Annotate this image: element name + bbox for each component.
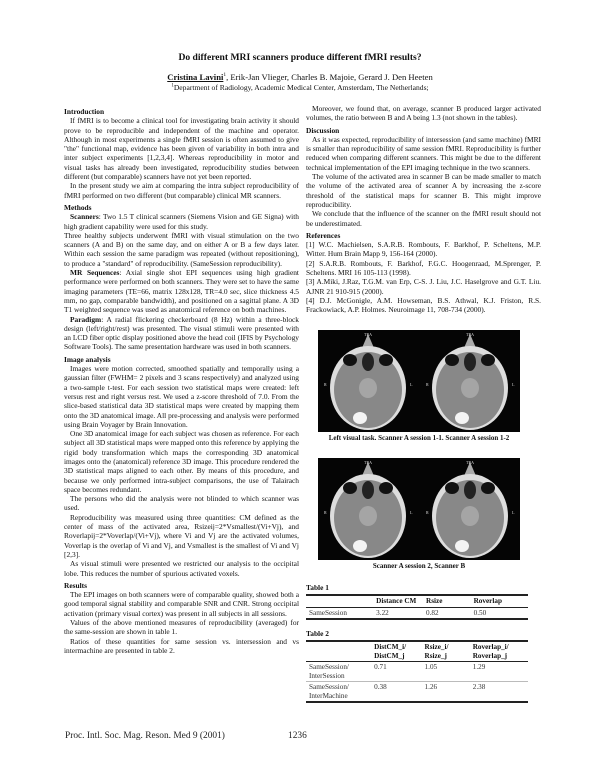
paragraph-text: The persons who did the analysis were not blinded to which scanner was used.	[64, 494, 299, 513]
column-header: Roverlap	[473, 597, 502, 605]
column-header: Roverlap_i/ Roverlap_j	[472, 643, 509, 660]
table-1	[306, 594, 528, 620]
activation-area	[455, 412, 469, 424]
affiliation	[0, 83, 600, 92]
author-list	[0, 72, 600, 82]
activation-area	[455, 540, 469, 552]
column-header: Rsize	[426, 597, 443, 605]
paragraph-text: As visual stimuli were presented we restricted our analysis to the occipital lobe. This reduces the number of spurious activated voxels.	[64, 559, 299, 578]
paragraph	[64, 315, 299, 352]
table-cell: 1.29	[472, 663, 486, 671]
paragraph-text: In the present study we aim at comparing the intra subject reproducibility of fMRI performed on two different (but comparable) clinical MR scanners.	[64, 181, 299, 200]
paragraph-text: [1] W.C. Machielsen, S.A.R.B. Rombouts, F. Barkhof, P. Scheltens, M.P. Witter. Hum Brain Mapp 9, 156-164 (2000).	[306, 240, 541, 259]
left-side-label: R	[324, 382, 327, 387]
co-authors: , Erik-Jan Vlieger, Charles B. Majoie, Gerard J. Den Heeten	[226, 72, 433, 82]
table-cell: 0.71	[374, 663, 387, 671]
orientation-label: TRA	[364, 460, 372, 465]
reference-item	[306, 296, 541, 315]
paragraph	[306, 172, 541, 209]
section-heading: Discussion	[306, 125, 340, 135]
paragraph-text: Three healthy subjects underwent fMRI with visual stimulation on the two scanners (A and B) on the same day, and on either A or B a few days later. Within each session the same paradigm was repeated (without repositioning), to produce a "standard" of reproducibility. (SameSession reproducibility).	[64, 230, 299, 268]
table-cell: 0.82	[426, 608, 439, 617]
paragraph-text: Ratios of these quantities for same session vs. intersession and vs intermachine are presented in table 2.	[64, 636, 299, 655]
paragraph-text: One 3D anatomical image for each subject was chosen as reference. For each subject all 3D statistical maps were mapped onto this reference by applying the rigid body transformation which maps the corresponding 3D anatomical images onto the (anatomical) reference 3D image. This procedure rendered the 3D statistical maps aligned to each other. By means of this procedure, and because we only performed intra-subject comparisons, the use of Talairach space becomes redundant.	[64, 429, 299, 494]
paragraph-text: [2] S.A.R.B. Rombouts, F. Barkhof, F.G.C. Hoogenraad, M.Sprenger, P. Scheltens. MRI 16 105-113 (1998).	[306, 258, 541, 278]
paragraph	[64, 513, 299, 559]
paragraph-text: : Axial single shot EPI sequences using high gradient performance were performed on both scanners. They were set to have the same imaging parameters (TE=66, matrix 128x128, TR=4.0 sec, slice thickness 4.5 mm, no gap, comparable bandwidth), and positioned on a sagittal plane. A 3D T1 weighted sequence was used as anatomical reference on both machines.	[64, 268, 299, 315]
table-header-row	[306, 641, 528, 662]
column-header	[306, 641, 371, 662]
row-label: SameSession	[309, 608, 347, 617]
activation-area	[353, 412, 367, 424]
column-header: Rsize_i/ Rsize_j	[424, 643, 449, 660]
table-row	[306, 607, 528, 619]
paragraph	[306, 135, 541, 172]
left-side-label: R	[324, 510, 327, 515]
row-label: SameSession/ InterMachine	[309, 683, 349, 700]
table-cell: 1.05	[424, 663, 438, 671]
paragraph	[64, 181, 299, 200]
paragraph	[306, 104, 541, 123]
paragraph	[64, 637, 299, 656]
right-side-label: L	[512, 382, 515, 387]
affiliation-text: Department of Radiology, Academic Medical Center, Amsterdam, The Netherlands;	[173, 83, 429, 92]
table2-title: Table 2	[306, 629, 329, 638]
affiliation-mark: 1	[223, 72, 227, 79]
section-heading: Results	[64, 580, 87, 590]
left-side-label: R	[426, 510, 429, 515]
section-heading: References	[306, 230, 341, 240]
paragraph	[64, 590, 299, 618]
section-heading: Introduction	[64, 107, 105, 116]
paragraph	[64, 231, 299, 268]
paragraph	[306, 209, 541, 228]
paragraph	[64, 429, 299, 494]
page-number: 1236	[288, 731, 307, 741]
brain-scan-image	[318, 330, 520, 432]
paragraph	[64, 618, 299, 637]
paragraph	[64, 364, 299, 429]
paragraph-text: As it was expected, reproducibility of intersession (and same machine) fMRI is smaller than reproducibility of same session fMRI. Reproducibility is further reduced when comparing different scanners. This might be due to the different technical implementation of the EPI imaging technique in the two scanners.	[306, 134, 541, 172]
column-header	[306, 595, 373, 607]
paragraph	[64, 212, 299, 231]
paragraph-text: Reproducibility was measured using three quantities: CM defined as the center of mass of the activated area, Rsizeij=2*Vsmallest/(Vi+Vj), and Roverlapij=2*Voverlap/(Vi+Vj), where Vi and Vj are the activated volumes, Voverlap is the overlap of Vi and Vj, and Vsmallest is the smallest of Vi and Vj [2,3].	[64, 512, 299, 559]
affiliation-mark: 1	[171, 83, 174, 89]
paragraph-lead: MR Sequences	[70, 268, 120, 278]
paragraph	[64, 559, 299, 578]
table-cell: 1.26	[424, 683, 438, 691]
paper-title: Do different MRI scanners produce different fMRI results?	[178, 52, 422, 63]
paragraph-text: Values of the above mentioned measures of reproducibility (averaged) for the same-session are shown in table 1.	[64, 618, 299, 637]
right-side-label: L	[512, 510, 515, 515]
paragraph-text: [4] D.J. McGonigle, A.M. Howseman, B.S. Athwal, K.J. Friston, R.S. Frackowiack, A.P. Holmes. Neuroimage 11, 708-734 (2000).	[306, 295, 541, 315]
table-header-row	[306, 595, 528, 607]
brain-scan-image	[318, 458, 520, 560]
paragraph-text: Images were motion corrected, smoothed spatially and temporally using a gaussian filter (FWHM= 2 pixels and 3 scans respectively) and analyzed using a two-sample t-test. For each session two statistical maps were created: left versus rest and right versus rest. We used a z-score threshold of 7.0. From the slice-based statistical data 3D statistical maps were created by mapping them onto the 3D anatomical image. All pre-processing and analysis were performed using Brain Voyager by Brain Innovation.	[64, 364, 299, 429]
table-row	[306, 662, 528, 682]
paragraph-lead: Paradigm	[70, 314, 102, 324]
right-side-label: L	[410, 382, 413, 387]
activation-area	[353, 540, 367, 552]
figure-caption: Scanner A session 2, Scanner B	[372, 562, 466, 570]
paragraph-text: [3] A.Miki, J.Raz, T.G.M. van Erp, C-S. J. Liu, J.C. Haselgrove and G.T. Liu. AJNR 21 910-915 (2000).	[306, 277, 541, 296]
first-author: Cristina Lavini	[167, 72, 224, 82]
table1-title: Table 1	[306, 583, 329, 592]
orientation-label: TRA	[364, 332, 372, 337]
table-row	[306, 682, 528, 703]
paragraph	[64, 268, 299, 314]
left-side-label: R	[426, 382, 429, 387]
column-header: DistCM_i/ DistCM_j	[374, 643, 407, 660]
section-heading: Methods	[64, 202, 92, 212]
paragraph-lead: Scanners	[70, 212, 99, 222]
paragraph-text: Moreover, we found that, on average, scanner B produced larger activated volumes, the ratio between B and A being 1.3 (not shown in the tables).	[306, 104, 541, 123]
orientation-label: TRA	[466, 460, 474, 465]
table-cell: 0.50	[473, 608, 487, 617]
reference-item	[306, 259, 541, 278]
paragraph-text: : A radial flickering checkerboard (8 Hz) within a three-block design (left/right/rest) was presented. The visual stimuli were presented with an LCD fiber optic display positioned above the head coil (IFIS by Psychology Software Tools). The same presentation hardware was used in both scanners.	[64, 314, 299, 352]
table-cell: 0.38	[374, 683, 387, 691]
paragraph-text: We conclude that the influence of the scanner on the fMRI result should not be underestimated.	[306, 209, 541, 228]
table-cell: 3.22	[376, 608, 389, 617]
paragraph	[64, 494, 299, 513]
left-column	[64, 104, 299, 655]
reference-item	[306, 240, 541, 259]
figure-caption: Left visual task. Scanner A session 1-1. Scanner A session 1-2	[328, 434, 510, 442]
paragraph-text: The volume of the activated area in scanner B can be made smaller to match the volume of the activated area of scanner A by increasing the z-score threshold of the statistical maps for scanner B. This might improve reproducibility.	[306, 172, 541, 209]
paragraph-text: The EPI images on both scanners were of comparable quality, showed both a good temporal signal stability and comparable SNR and CNR. Strong occipital activation (primary visual cortex) was present in all subjects in all sessions.	[64, 590, 299, 618]
figure-brain-scans-2	[318, 458, 520, 570]
right-side-label: L	[410, 510, 413, 515]
orientation-label: TRA	[466, 332, 474, 337]
section-heading: Image analysis	[64, 354, 111, 364]
right-column	[306, 104, 541, 315]
table-2	[306, 640, 528, 703]
paragraph-text: : Two 1.5 T clinical scanners (Siemens Vision and GE Signa) with high gradient capability were used for this study.	[64, 212, 299, 231]
table-cell: 2.38	[472, 683, 486, 691]
column-header: Distance CM	[376, 597, 417, 605]
reference-item	[306, 277, 541, 296]
paragraph-text: If fMRI is to become a clinical tool for investigating brain activity it should prove to be reproducible and independent of the machine and operator. Although in most experiments a single fMRI session is often assumed to give "the" functional map, evidence has been given of variability in both intra and inter subject experiments [1,2,3,4]. Whereas reproducibility in motor and visual tasks has already been investigated, reproducibility studies between different (but comparable) scanners have not yet been reported.	[64, 116, 299, 182]
footer-citation: Proc. Intl. Soc. Mag. Reson. Med 9 (2001)	[65, 731, 225, 741]
figure-brain-scans-1	[318, 330, 520, 442]
paragraph	[64, 116, 299, 181]
row-label: SameSession/ InterSession	[309, 663, 349, 680]
